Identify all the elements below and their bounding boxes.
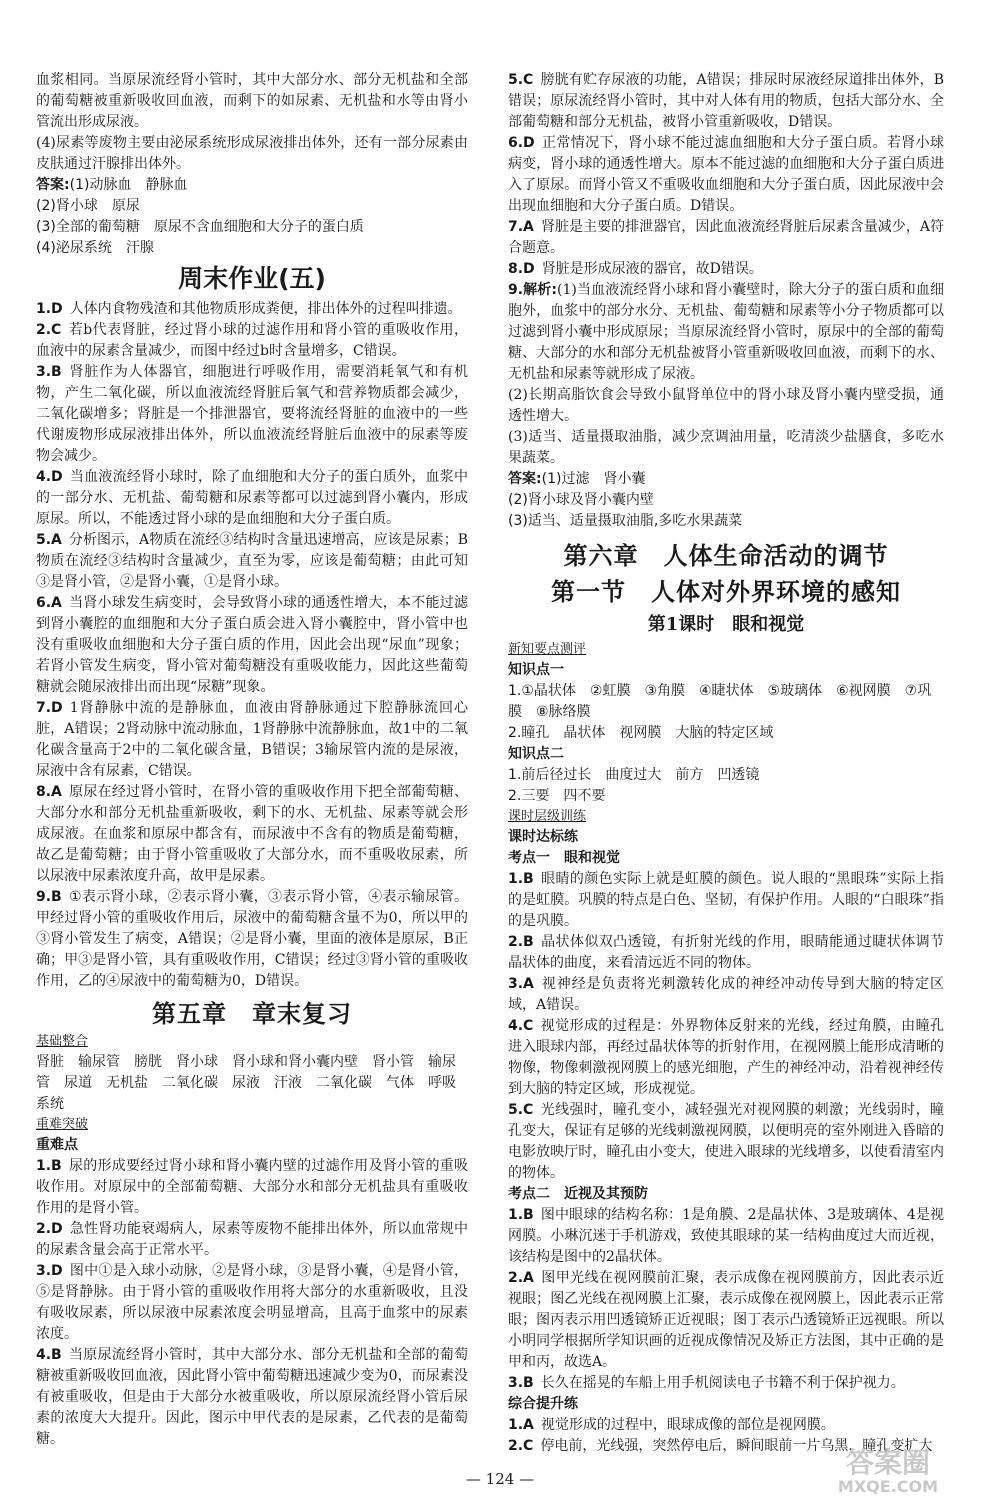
test-point-one: 考点一 眼和视觉 [508,850,620,866]
answer-item [36,1219,468,1261]
answer-explanation: 膀胱有贮存尿液的功能，A错误；排尿时尿液经尿道排出体外，B错误；原尿流经肾小管时，其中对人体有用的物质，包括大部分水、全部葡萄糖和部分无机盐，被肾小管重新吸收，D错误。 [508,72,944,130]
knowledge-point-one: 知识点一 [508,662,564,678]
basic-integration-answers: 肾脏 输尿管 膀胱 肾小球 肾小球和肾小囊内壁 肾小管 输尿管 尿道 无机盐 二氧化碳 尿液 汗液 二氧化碳 气体 呼吸系统 [36,1054,456,1112]
answer-item [36,1345,468,1450]
answer-line: (3)全部的葡萄糖 原尿不含血细胞和大分子的蛋白质 [36,219,364,235]
answer-explanation: 长久在摇晃的车船上用手机阅读电子书籍不利于保护视力。 [540,1375,905,1391]
q9-analysis [508,280,944,385]
answer-number: 6.A [36,595,62,611]
answer-explanation: 当肾小球发生病变时，会导致肾小球的通透性增大，本不能过滤到肾小囊腔的血细胞和大分子蛋白质会进入肾小囊腔中，肾小管中也没有重吸收血细胞和大分子蛋白质的作用，因此会出现“尿血”现象；若肾小管发生病变，肾小管对葡萄糖没有重吸收能力，因此这些葡萄糖就会随尿液排出而出现“尿糖”现象。 [36,595,468,695]
answer-number: 2.B [508,934,534,950]
continuation-paragraph: 血浆相同。当原尿流经肾小管时，其中大部分水、部分无机盐和全部的葡萄糖被重新吸收回血液，而剩下的如尿素、无机盐和水等由肾小管流出形成尿液。 [36,72,468,130]
watermark-line1: 答案圈 [845,1446,931,1479]
answer-item [36,1156,468,1219]
kp2-line: 2.三要 四不要 [508,788,606,804]
answer-item [36,320,468,362]
answer-number: 7.A [508,219,534,235]
answer-number: 2.C [36,322,62,338]
answer-explanation: 图中①是入球小动脉，②是肾小球，③是肾小囊，④是肾小管，⑤是肾静脉。由于肾小管的重吸收作用将大部分的水重新吸收，且没有吸收尿素，所以尿液中尿素浓度会明显增高，且高于血浆中的尿素浓度。 [36,1263,468,1342]
left-column [36,70,468,1450]
answer-number: 1.D [36,301,63,317]
answer-item [36,299,468,320]
answer-item [508,259,944,280]
q9-paragraph: (2)长期高脂饮食会导致小鼠肾单位中的肾小球及肾小囊内壁受损，通透性增大。 [508,387,944,424]
weekend-answer-list-cont [508,70,944,280]
knowledge-point-two: 知识点二 [508,746,564,762]
answer-explanation: 图甲光线在视网膜前汇聚，表示成像在视网膜前方，因此表示近视眼；图乙光线在视网膜上汇聚，表示成像在视网膜上，因此表示正常眼；图丙表示用凹透镜矫正近视眼；图丁表示凸透镜矫正远视眼。所以小明同学根据所学知识画的近视成像情况及矫正方法图，其中正确的是甲和丙，故选A。 [508,1270,944,1370]
answer-explanation: 若b代表肾脏，经过肾小球的过滤作用和肾小管的重吸收作用，血液中的尿素含量减少，而图中经过b时含量增多，C错误。 [36,322,468,359]
right-column [508,70,944,1457]
key-point-answer-list [36,1156,468,1450]
answer-explanation: 急性肾功能衰竭病人，尿素等废物不能排出体外，所以血常规中的尿素含量会高于正常水平。 [36,1221,468,1258]
answer-number: 5.A [36,532,62,548]
answer-line: (3)适当、适量摄取油脂,多吃水果蔬菜 [508,513,743,529]
answer-explanation: 眼睛的颜色实际上就是虹膜的颜色。说人眼的“黑眼珠”实际上指的是虹膜。巩膜的特点是白色、坚韧，有保护作用。人眼的“白眼珠”指的是巩膜。 [508,871,944,929]
answer-number: 1.B [36,1158,62,1174]
page-number: — 124 — [465,1470,535,1488]
key-breakthrough-label: 重难突破 [36,1117,89,1132]
answer-number: 1.B [508,1207,534,1223]
q9-label: 9.解析: [508,282,558,298]
answer-number: 7.D [36,700,63,716]
continuation-paragraph: (4)尿素等废物主要由泌尿系统形成尿液排出体外，还有一部分尿素由皮肤通过汗腺排出体外。 [36,135,468,172]
answer-explanation: 图中眼球的结构名称：1是角膜、2是晶状体、3是玻璃体、4是视网膜。小琳沉迷于手机游戏，致使其眼球的某一结构曲度过大而近视，该结构是图中的2晶状体。 [508,1207,944,1265]
answer-item [36,467,468,530]
watermark-line2: MXQE.COM [837,1477,939,1496]
test-two-answer-list [508,1205,944,1394]
answer-item [508,1205,944,1268]
answer-number: 8.A [36,784,62,800]
answer-number: 6.D [508,135,535,151]
answer-number: 4.B [36,1347,62,1363]
answer-explanation: 视觉形成的过程是：外界物体反射来的光线，经过角膜，由瞳孔进入眼球内部，再经过晶状体等的折射作用，在视网膜上能形成清晰的物像，物像刺激视网膜上的感光细胞，产生的神经冲动，沿着视神经传到大脑的特定区域，形成视觉。 [508,1018,944,1097]
answer-explanation: 光线强时，瞳孔变小，减轻强光对视网膜的刺激；光线弱时，瞳孔变大，保证有足够的光线刺激视网膜，以便明亮的室外刚进入昏暗的电影放映厅时，瞳孔由小变大，使进入眼球的光线增多，以使看清室内的物体。 [508,1102,944,1181]
comprehensive-practice-label: 综合提升练 [508,1396,578,1412]
weekend-homework-title: 周末作业(五) [178,264,326,293]
answer-number: 3.A [508,976,534,992]
answer-item [36,593,468,698]
answer-item [508,932,944,974]
answer-number: 4.C [508,1018,534,1034]
answer-item [36,782,468,887]
answer-item [508,1373,944,1394]
answer-number: 1.A [508,1417,534,1433]
answer-explanation: 停电前，光线强，突然停电后，瞬间眼前一片乌黑，瞳孔变扩大 [540,1438,933,1454]
new-knowledge-label: 新知要点测评 [508,642,587,657]
answer-explanation: 正常情况下，肾小球不能过滤血细胞和大分子蛋白质。若肾小球病变，肾小球的通透性增大。原本不能过滤的血细胞和大分子蛋白质进入了原尿。而肾小管又不重吸收血细胞和大分子蛋白质，因此尿液中会出现血细胞和大分子蛋白质。D错误。 [508,135,944,214]
answer-number: 1.B [508,871,534,887]
answer-number: 2.A [508,1270,534,1286]
lesson-training-label: 课时层级训练 [508,809,587,824]
answer-explanation: 肾脏作为人体器官，细胞进行呼吸作用，需要消耗氧气和有机物，产生二氧化碳，所以血液流经肾脏后氧气和营养物质都会减少，二氧化碳增多；肾脏是一个排泄器官，要将流经肾脏的血液中的一些代谢废物形成尿液排出体外，所以血液流经肾脏后血液中的尿素等废物会减少。 [36,364,468,464]
answer-explanation: 肾脏是主要的排泄器官，因此血液流经肾脏后尿素含量减少，A符合题意。 [508,219,944,256]
answer-explanation: ①表示肾小球，②表示肾小囊，③表示肾小管，④表示输尿管。甲经过肾小管的重吸收作用后，尿液中的葡萄糖含量不为0，所以甲的③肾小管发生了病变，A错误；②是肾小囊，里面的液体是原尿，B正确；甲③是肾小管，具有重吸收作用，C错误；经过③肾小管的重吸收作用，乙的④尿液中的葡萄糖为0，D错误。 [36,889,468,989]
answer-number: 3.D [36,1263,63,1279]
answer-item [36,1261,468,1345]
answer-item [508,217,944,259]
answer-explanation: 当原尿流经肾小管时，其中大部分水、部分无机盐和全部的葡萄糖被重新吸收回血液，因此肾小管中葡萄糖迅速减少变为0，而尿素没有被重吸收，但是由于大部分水被重吸收，所以原尿流经肾小管后尿素的浓度大大提升。因此，图示中甲代表的是尿素，乙代表的是葡萄糖。 [36,1347,468,1447]
answer-item [508,1268,944,1373]
answer-explanation: 当血液流经肾小球时，除了血细胞和大分子的蛋白质外，血浆中的一部分水、无机盐、葡萄糖和尿素等都可以过滤到肾小囊内，形成原尿。所以，不能透过肾小球的是血细胞和大分子蛋白质。 [36,469,468,527]
kp2-line: 1.前后径过长 曲度过大 前方 凹透镜 [508,767,760,783]
answer-item [508,1415,944,1436]
answer-item [508,1100,944,1184]
section-one-title: 第一节 人体对外界环境的感知 [551,578,901,606]
answer-explanation: 原尿在经过肾小管时，在肾小管的重吸收作用下把全部葡萄糖、大部分水和部分无机盐重新吸收，剩下的水、无机盐、尿素等就会形成尿液。在血浆和原尿中都含有，而尿液中不含有的物质是葡萄糖，故乙是葡萄糖；由于肾小管重吸收了大部分水，而不重吸收尿素，所以尿液中尿素浓度升高，故甲是尿素。 [36,784,468,884]
answer-explanation: 晶状体似双凸透镜，有折射光线的作用，眼睛能通过睫状体调节晶状体的曲度，来看清远近不同的物体。 [508,934,944,971]
answer-explanation: 视觉形成的过程中，眼球成像的部位是视网膜。 [540,1417,835,1433]
test-point-two: 考点二 近视及其预防 [508,1186,648,1202]
answer-item [36,887,468,992]
q9-paragraph: (1)当血液流经肾小球和肾小囊壁时，除大分子的蛋白质和血细胞外，血浆中的部分水分、无机盐、葡萄糖和尿素等小分子物质都可以过滤到肾小囊中形成原尿；当原尿流经肾小管时，原尿中的全部的葡萄糖、大部分的水和部分无机盐被肾小管重新吸收回血液，而剩下的水、无机盐和尿素等就形成了尿液。 [508,282,944,382]
kp1-line: 2.瞳孔 晶状体 视网膜 大脑的特定区域 [508,725,774,741]
answer-number: 2.C [508,1438,534,1454]
answer-explanation: 视神经是负责将光刺激转化成的神经冲动传导到大脑的特定区域，A错误。 [508,976,944,1013]
answer-line: (2)肾小球 原尿 [36,198,140,214]
weekend-answer-list [36,299,468,992]
test-one-answer-list [508,869,944,1184]
answer-number: 9.B [36,889,62,905]
kp1-line: 1.①晶状体 ②虹膜 ③角膜 ④睫状体 ⑤玻璃体 ⑥视网膜 ⑦巩膜 ⑧脉络膜 [508,683,932,720]
answer-line: (2)肾小球及肾小囊内壁 [508,492,654,508]
q9-paragraph: (3)适当、适量摄取油脂，减少烹调油用量，吃清淡少盐膳食，多吃水果蔬菜。 [508,429,944,466]
answer-number: 8.D [508,261,535,277]
lesson-title: 第1课时 眼和视觉 [647,614,805,635]
chapter-six-title: 第六章 人体生命活动的调节 [563,542,889,570]
answer-explanation: 人体内食物残渣和其他物质形成粪便，排出体外的过程叫排遗。 [69,301,462,317]
answer-item [508,70,944,133]
answer-line: (1)动脉血 静脉血 [69,177,188,193]
answer-explanation: 分析图示，A物质在流经③结构时含量迅速增高，应该是尿素；B物质在流经③结构时含量减少，直至为零，应该是葡萄糖；由此可知③是肾小管，②是肾小囊，①是肾小球。 [36,532,468,590]
answer-line: (1)过滤 肾小囊 [541,471,646,487]
basic-integration-label: 基础整合 [36,1034,89,1049]
answer-item [508,1016,944,1100]
answer-explanation: 尿的形成要经过肾小球和肾小囊内壁的过滤作用及肾小管的重吸收作用。对原尿中的全部葡萄糖、大部分水和部分无机盐具有重吸收作用的是肾小管。 [36,1158,468,1216]
answer-item [508,133,944,217]
answer-item [36,698,468,782]
watermark-logo [808,1442,968,1496]
answer-number: 5.C [508,72,534,88]
q9-answer-block [508,469,944,532]
answer-number: 2.D [36,1221,63,1237]
standard-practice-label: 课时达标练 [508,829,578,845]
answer-number: 5.C [508,1102,534,1118]
answer-block [36,175,468,259]
answer-line: (4)泌尿系统 汗腺 [36,240,154,256]
answer-label: 答案: [36,177,70,193]
answer-number: 3.B [508,1375,534,1391]
answer-item [508,974,944,1016]
answer-item [36,530,468,593]
answer-item [508,869,944,932]
chapter-review-title: 第五章 章末复习 [152,1000,352,1028]
answer-number: 4.D [36,469,63,485]
answer-explanation: 肾脏是形成尿液的器官，故D错误。 [541,261,763,277]
answer-explanation: 1肾静脉中流的是静脉血，血液由肾静脉通过下腔静脉流回心脏，A错误；2肾动脉中流动脉血，1肾静脉中流静脉血，故1中的二氧化碳含量高于2中的二氧化碳含量，B错误；3输尿管内流的是尿液，尿液中含有尿素，C错误。 [36,700,468,779]
answer-label: 答案: [508,471,542,487]
key-point-heading: 重难点 [36,1137,78,1153]
answer-item [36,362,468,467]
answer-number: 3.B [36,364,62,380]
